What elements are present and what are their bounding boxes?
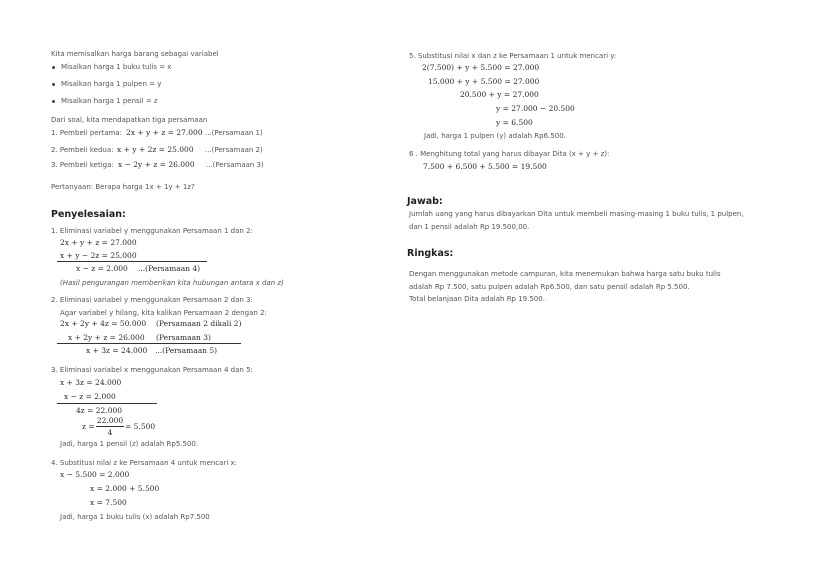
purchase-label: 2. Pembeli kedua: xyxy=(51,146,114,154)
step2-eq1-note: (Persamaan 2 dikali 2) xyxy=(156,319,242,328)
step4-title: 4. Substitusi nilai z ke Persamaan 4 untuk mencari x: xyxy=(51,459,237,467)
step3-frac-rhs: = 5.500 xyxy=(125,422,156,431)
from-problem-line: Dari soal, kita mendapatkan tiga persamaan xyxy=(51,116,208,124)
summary-text-line2: adalah Rp 7.500, satu pulpen adalah Rp6.500, dan satu pensil adalah Rp 5.500. xyxy=(409,283,690,291)
step1-result-note: ...(Persamaan 4) xyxy=(138,264,201,273)
bullet-item: Misalkan harga 1 pensil = z xyxy=(61,97,158,105)
step2-sub: Agar variabel y hilang, kita kalikan Persamaan 2 dengan 2: xyxy=(60,309,267,317)
step2-eq2: x + 2y + z = 26.000 xyxy=(68,333,145,342)
step3-frac-denominator: 4 xyxy=(107,428,113,437)
step1-note: (Hasil pengurangan memberikan kita hubungan antara x dan z) xyxy=(60,279,284,287)
step1-eq1: 2x + y + z = 27.000 xyxy=(60,238,137,247)
purchase-equation: 2x + y + z = 27.000 xyxy=(126,128,203,137)
step4-line2: x = 2.000 + 5.500 xyxy=(90,484,160,493)
step3-frac-numerator: 22.000 xyxy=(96,416,124,425)
step6-title: 6 . Menghitung total yang harus dibayar Dita (x + y + z): xyxy=(409,150,610,158)
step2-eq1: 2x + 2y + 4z = 50.000 xyxy=(60,319,147,328)
bullet-item: Misalkan harga 1 pulpen = y xyxy=(61,80,162,88)
step3-frac-lhs: z = xyxy=(82,422,95,431)
summary-text-line1: Dengan menggunakan metode campuran, kita menemukan bahwa harga satu buku tulis xyxy=(409,270,721,278)
step2-title: 2. Eliminasi variabel y menggunakan Persamaan 2 dan 3: xyxy=(51,296,253,304)
step4-conclusion: Jadi, harga 1 buku tulis (x) adalah Rp7.500 xyxy=(60,513,210,521)
step3-title: 3. Eliminasi variabel x menggunakan Persamaan 4 dan 5: xyxy=(51,366,253,374)
purchase-note: ...(Persamaan 1) xyxy=(205,129,263,137)
answer-text-line2: dan 1 pensil adalah Rp 19.500,00. xyxy=(409,223,530,231)
bullet-icon xyxy=(52,100,55,103)
step5-line3: 20.500 + y = 27.000 xyxy=(460,90,539,99)
step1-eq2: x + y − 2z = 25.000 xyxy=(60,251,137,260)
purchase-label: 1. Pembeli pertama: xyxy=(51,129,122,137)
step5-line4: y = 27.000 − 20.500 xyxy=(496,104,575,113)
purchase-equation: x + y + 2z = 25.000 xyxy=(117,145,194,154)
question-line: Pertanyaan: Berapa harga 1x + 1y + 1z? xyxy=(51,183,195,191)
summary-heading: Ringkas: xyxy=(407,248,454,259)
fraction-bar xyxy=(96,426,124,427)
step3-eq1: x + 3z = 24.000 xyxy=(60,378,122,387)
step5-line5: y = 6.500 xyxy=(496,118,533,127)
step4-line1: x − 5.500 = 2.000 xyxy=(60,470,130,479)
purchase-note: ...(Persamaan 2) xyxy=(205,146,263,154)
step3-fraction xyxy=(96,416,124,437)
step5-line2: 15.000 + y + 5.500 = 27.000 xyxy=(428,77,540,86)
step1-result: x − z = 2.000 xyxy=(76,264,128,273)
step6-equation: 7.500 + 6.500 + 5.500 = 19.500 xyxy=(423,162,547,171)
answer-text-line1: Jumlah uang yang harus dibayarkan Dita untuk membeli masing-masing 1 buku tulis, 1 pulpen, xyxy=(409,210,744,218)
purchase-label: 3. Pembeli ketiga: xyxy=(51,161,114,169)
intro-line: Kita memisalkan harga barang sebagai variabel xyxy=(51,50,219,58)
step2-divider xyxy=(57,343,241,344)
step2-result-note: ...(Persamaan 5) xyxy=(155,346,218,355)
step4-line3: x = 7.500 xyxy=(90,498,127,507)
bullet-icon xyxy=(52,83,55,86)
purchase-equation: x − 2y + z = 26.000 xyxy=(118,160,195,169)
step2-eq2-note: (Persamaan 3) xyxy=(156,333,211,342)
step3-eq2: x − z = 2.000 xyxy=(64,392,116,401)
step5-title: 5. Substitusi nilai x dan z ke Persamaan 1 untuk mencari y: xyxy=(409,52,617,60)
step5-line1: 2(7.500) + y + 5.500 = 27.000 xyxy=(422,63,540,72)
step1-divider xyxy=(57,261,207,262)
bullet-icon xyxy=(52,66,55,69)
answer-heading: Jawab: xyxy=(407,196,443,207)
solution-heading: Penyelesaian: xyxy=(51,209,126,220)
step2-result: x + 3z = 24.000 xyxy=(86,346,148,355)
purchase-note: ...(Persamaan 3) xyxy=(206,161,264,169)
bullet-item: Misalkan harga 1 buku tulis = x xyxy=(61,63,172,71)
step3-conclusion: Jadi, harga 1 pensil (z) adalah Rp5.500. xyxy=(60,440,199,448)
step1-title: 1. Eliminasi variabel y menggunakan Persamaan 1 dan 2: xyxy=(51,227,253,235)
summary-text-line3: Total belanjaan Dita adalah Rp 19.500. xyxy=(409,295,545,303)
step5-conclusion: Jadi, harga 1 pulpen (y) adalah Rp6.500. xyxy=(424,132,566,140)
step3-divider xyxy=(57,403,157,404)
step3-result: 4z = 22.000 xyxy=(76,406,123,415)
